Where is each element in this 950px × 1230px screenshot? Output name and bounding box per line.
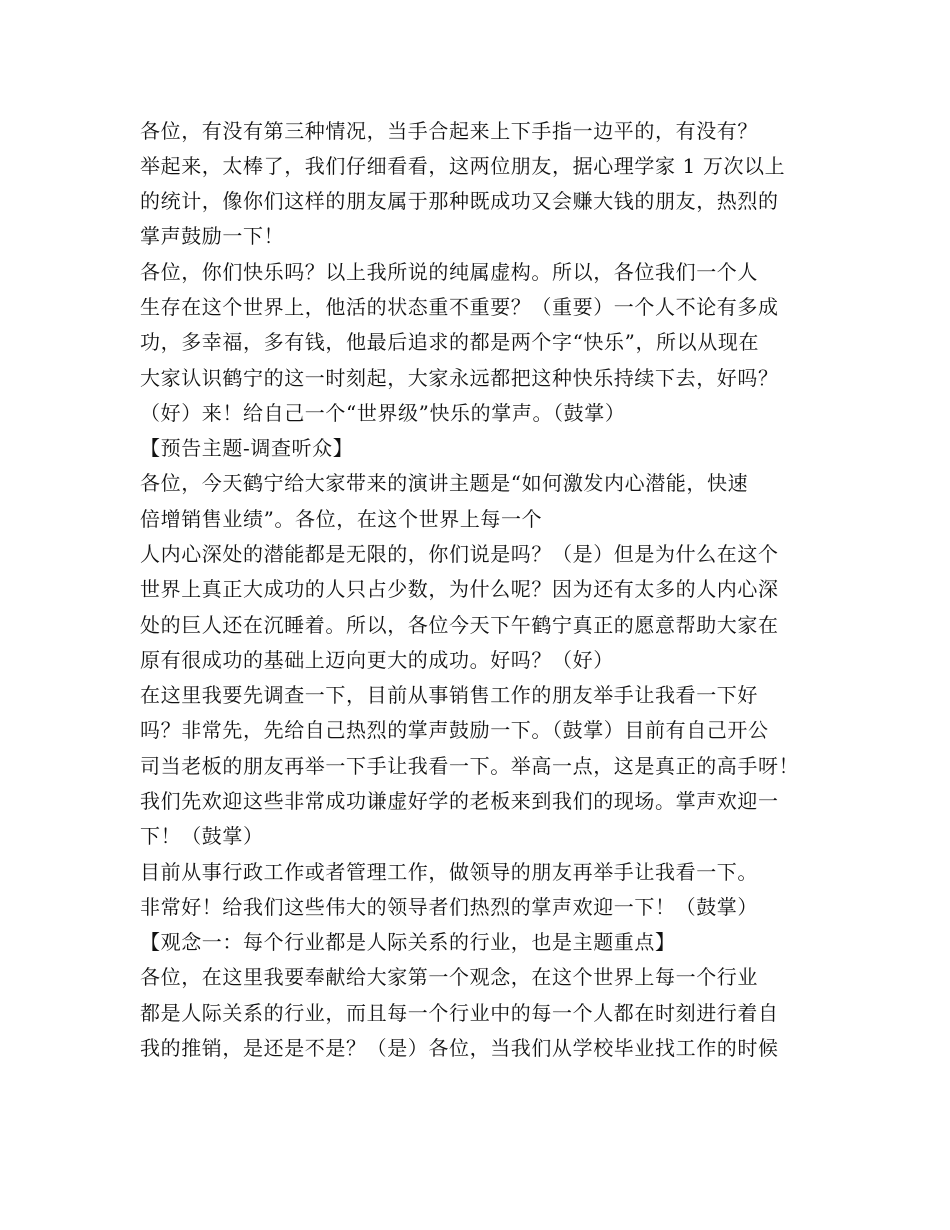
text-line: 举起来，太棒了，我们仔细看看，这两位朋友，据心理学家 1 万次以上 xyxy=(140,154,786,178)
text-line: 吗？非常先，先给自己热烈的掌声鼓励一下。（鼓掌）目前有自己开公 xyxy=(140,718,769,742)
text-line: 下！（鼓掌） xyxy=(140,824,264,848)
section-heading: 【预告主题-调查听众】 xyxy=(140,436,354,460)
text-line: 的统计，像你们这样的朋友属于那种既成功又会赚大钱的朋友，热烈的 xyxy=(140,189,779,213)
text-line: 倍增销售业绩”。各位，在这个世界上每一个 xyxy=(140,507,543,531)
text-line: 非常好！给我们这些伟大的领导者们热烈的掌声欢迎一下！（鼓掌） xyxy=(140,895,758,919)
text-line: 各位，有没有第三种情况，当手合起来上下手指一边平的，有没有？ xyxy=(140,119,758,143)
text-line: 目前从事行政工作或者管理工作，做领导的朋友再举手让我看一下。 xyxy=(140,860,758,884)
text-line: 我的推销，是还是不是？（是）各位，当我们从学校毕业找工作的时候 xyxy=(140,1036,779,1060)
text-line: 我们先欢迎这些非常成功谦虚好学的老板来到我们的现场。掌声欢迎一 xyxy=(140,789,779,813)
text-line: 各位，在这里我要奉献给大家第一个观念，在这个世界上每一个行业 xyxy=(140,965,758,989)
text-line: 各位，你们快乐吗？以上我所说的纯属虚构。所以，各位我们一个人 xyxy=(140,260,758,284)
text-line: 司当老板的朋友再举一下手让我看一下。举高一点，这是真正的高手呀！ xyxy=(140,754,800,778)
text-line: 功，多幸福，多有钱，他最后追求的都是两个字“快乐”，所以从现在 xyxy=(140,330,760,354)
text-line: 世界上真正大成功的人只占少数，为什么呢？因为还有太多的人内心深 xyxy=(140,577,779,601)
text-line: 原有很成功的基础上迈向更大的成功。好吗？（好） xyxy=(140,648,614,672)
text-line: 生存在这个世界上，他活的状态重不重要？（重要）一个人不论有多成 xyxy=(140,295,779,319)
text-line: （好）来！给自己一个“世界级”快乐的掌声。（鼓掌） xyxy=(140,401,626,425)
text-line: 都是人际关系的行业，而且每一个行业中的每一个人都在时刻进行着自 xyxy=(140,1001,779,1025)
text-line: 大家认识鹤宁的这一时刻起，大家永远都把这种快乐持续下去，好吗？ xyxy=(140,366,779,390)
text-line: 人内心深处的潜能都是无限的，你们说是吗？（是）但是为什么在这个 xyxy=(140,542,779,566)
section-heading: 【观念一：每个行业都是人际关系的行业，也是主题重点】 xyxy=(140,930,676,954)
text-line: 各位，今天鹤宁给大家带来的演讲主题是“如何激发内心潜能，快速 xyxy=(140,471,749,495)
text-line: 处的巨人还在沉睡着。所以，各位今天下午鹤宁真正的愿意帮助大家在 xyxy=(140,613,779,637)
text-line: 在这里我要先调查一下，目前从事销售工作的朋友举手让我看一下好 xyxy=(140,683,758,707)
text-line: 掌声鼓励一下！ xyxy=(140,224,285,248)
